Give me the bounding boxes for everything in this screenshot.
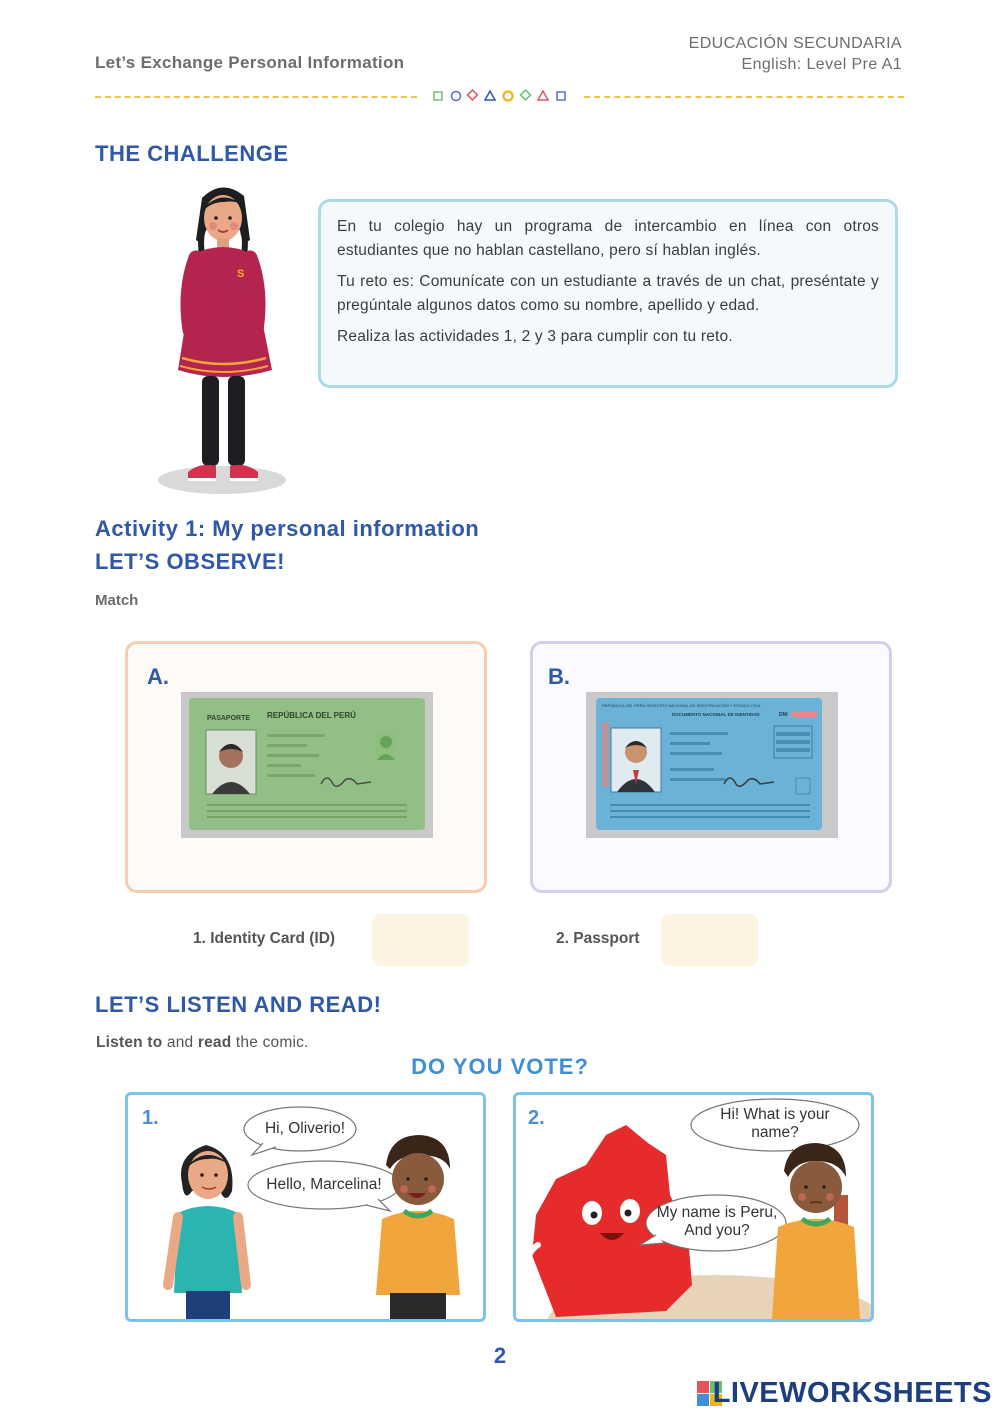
- challenge-paragraph-3: Realiza las actividades 1, 2 y 3 para cumplir con tu reto.: [337, 328, 733, 345]
- answer-input-identity-card[interactable]: [372, 914, 469, 966]
- panel-1-bubble-1: Hi, Oliverio!: [264, 1120, 346, 1137]
- card-b-frame: [530, 641, 892, 893]
- passport-type-text: PASAPORTE: [207, 715, 251, 722]
- panel-2-bubble-1: Hi! What is your name?: [720, 1106, 830, 1141]
- panel-2-bubble-2: My name is Peru, And you?: [656, 1204, 778, 1239]
- activity-1-title: Activity 1: My personal information: [95, 516, 480, 541]
- card-b-letter: B.: [548, 664, 570, 689]
- shirt-logo: S: [237, 268, 245, 280]
- id-card-dni-text: DNI: [779, 712, 788, 718]
- challenge-paragraph-1: En tu colegio hay un programa de intercambio en línea con otros estudiantes que no hablan castellano, pero sí hablan inglés.: [337, 218, 879, 259]
- comic-title: DO YOU VOTE?: [411, 1054, 589, 1079]
- panel-1-bubble-2: Hello, Marcelina!: [266, 1176, 382, 1193]
- answer-input-passport[interactable]: [661, 914, 758, 966]
- student-girl-illustration: [150, 180, 295, 500]
- panel-1-number: 1.: [142, 1107, 159, 1129]
- header-divider-right: [584, 96, 904, 98]
- instruction-listen-to: Listen to: [96, 1034, 163, 1051]
- lets-observe-heading: LET’S OBSERVE!: [95, 549, 285, 574]
- option-passport-label: 2. Passport: [556, 930, 640, 947]
- challenge-heading: THE CHALLENGE: [95, 141, 289, 166]
- id-card-header-text: REPÚBLICA DEL PERÚ REGISTRO NACIONAL DE IDENTIFICACIÓN Y ESTADO CIVIL: [602, 703, 761, 708]
- page-number: 2: [493, 1343, 507, 1368]
- shapes-ornament: [430, 89, 570, 105]
- instruction-read: read: [197, 1034, 232, 1051]
- challenge-textbox: [318, 199, 898, 388]
- level-line-2: English: Level Pre A1: [741, 56, 902, 73]
- match-instruction: Match: [95, 592, 139, 609]
- id-card-subheader-text: DOCUMENTO NACIONAL DE IDENTIDAD: [672, 712, 760, 717]
- passport-card-image: [181, 692, 433, 838]
- passport-country-text: REPÚBLICA DEL PERÚ: [267, 711, 356, 720]
- level-line-1: EDUCACIÓN SECUNDARIA: [688, 35, 902, 52]
- panel-2-number: 2.: [528, 1107, 545, 1129]
- challenge-paragraph-2: Tu reto es: Comunícate con un estudiante a través de un chat, preséntate y pregúntale algunos datos como su nombre, apellido y edad.: [337, 273, 879, 314]
- option-identity-card-label: 1. Identity Card (ID): [193, 930, 336, 947]
- card-a-frame: [125, 641, 487, 893]
- comic-panel-2: [513, 1092, 874, 1322]
- listen-instruction: [96, 1034, 309, 1052]
- instruction-the-comic: the comic.: [231, 1034, 309, 1051]
- listen-read-heading: LET’S LISTEN AND READ!: [95, 992, 382, 1017]
- comic-panel-1: [125, 1092, 486, 1322]
- worksheet-title: Let’s Exchange Personal Information: [95, 53, 405, 72]
- identity-card-image: [586, 692, 838, 838]
- liveworksheets-brand[interactable]: LIVEWORKSHEETS: [712, 1377, 992, 1409]
- instruction-and: and: [162, 1034, 198, 1051]
- level-info: [689, 33, 902, 75]
- card-a-letter: A.: [147, 664, 169, 689]
- header-divider-left: [95, 96, 417, 98]
